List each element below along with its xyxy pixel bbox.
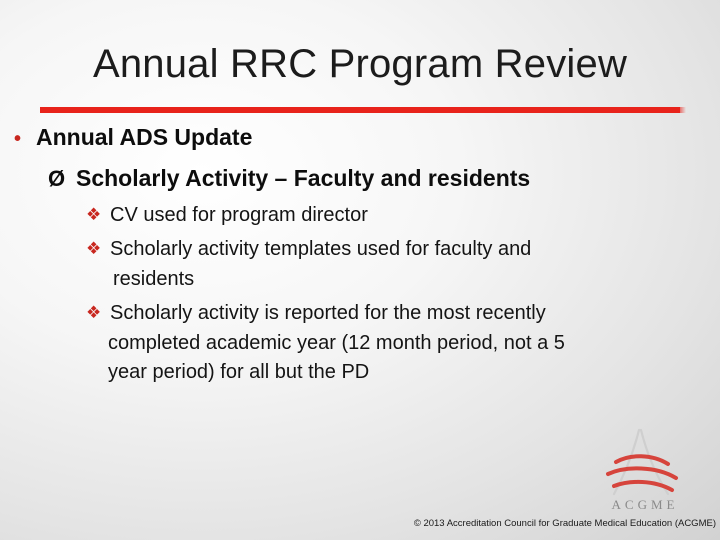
bullet-level3-text: CV used for program director — [110, 204, 368, 226]
bullet-level2 — [48, 163, 530, 194]
copyright-notice: © 2013 Accreditation Council for Graduate Medical Education (ACGME) — [413, 518, 716, 529]
bullet-level2-text: Scholarly Activity – Faculty and residents — [76, 165, 531, 191]
bullet-level3-item — [86, 234, 531, 264]
acgme-logo-text: ACGME — [611, 497, 679, 512]
bullet-level3-text: Scholarly activity is reported for the most recently — [110, 302, 546, 324]
bullet-level3-continuation: completed academic year (12 month period, not a 5 — [108, 332, 565, 354]
bullet-level1 — [14, 122, 252, 154]
diamond-bullet-icon: ❖ — [86, 239, 102, 258]
title-underline-taper — [676, 107, 686, 113]
bullet-level3-item — [86, 298, 546, 328]
arrow-bullet-icon: Ø — [48, 166, 66, 191]
bullet-level3-continuation: residents — [113, 268, 195, 290]
title-underline — [40, 107, 680, 113]
bullet-level3-item — [86, 200, 368, 230]
slide-title: Annual RRC Program Review — [92, 42, 628, 86]
diamond-bullet-icon: ❖ — [86, 303, 102, 322]
bullet-level1-text: Annual ADS Update — [36, 124, 253, 150]
bullet-level3-text: Scholarly activity templates used for faculty and — [110, 238, 532, 260]
bullet-dot-icon: • — [14, 128, 22, 150]
diamond-bullet-icon: ❖ — [86, 205, 102, 224]
bullet-level3-continuation: year period) for all but the PD — [108, 361, 370, 383]
acgme-logo-icon — [590, 420, 696, 530]
